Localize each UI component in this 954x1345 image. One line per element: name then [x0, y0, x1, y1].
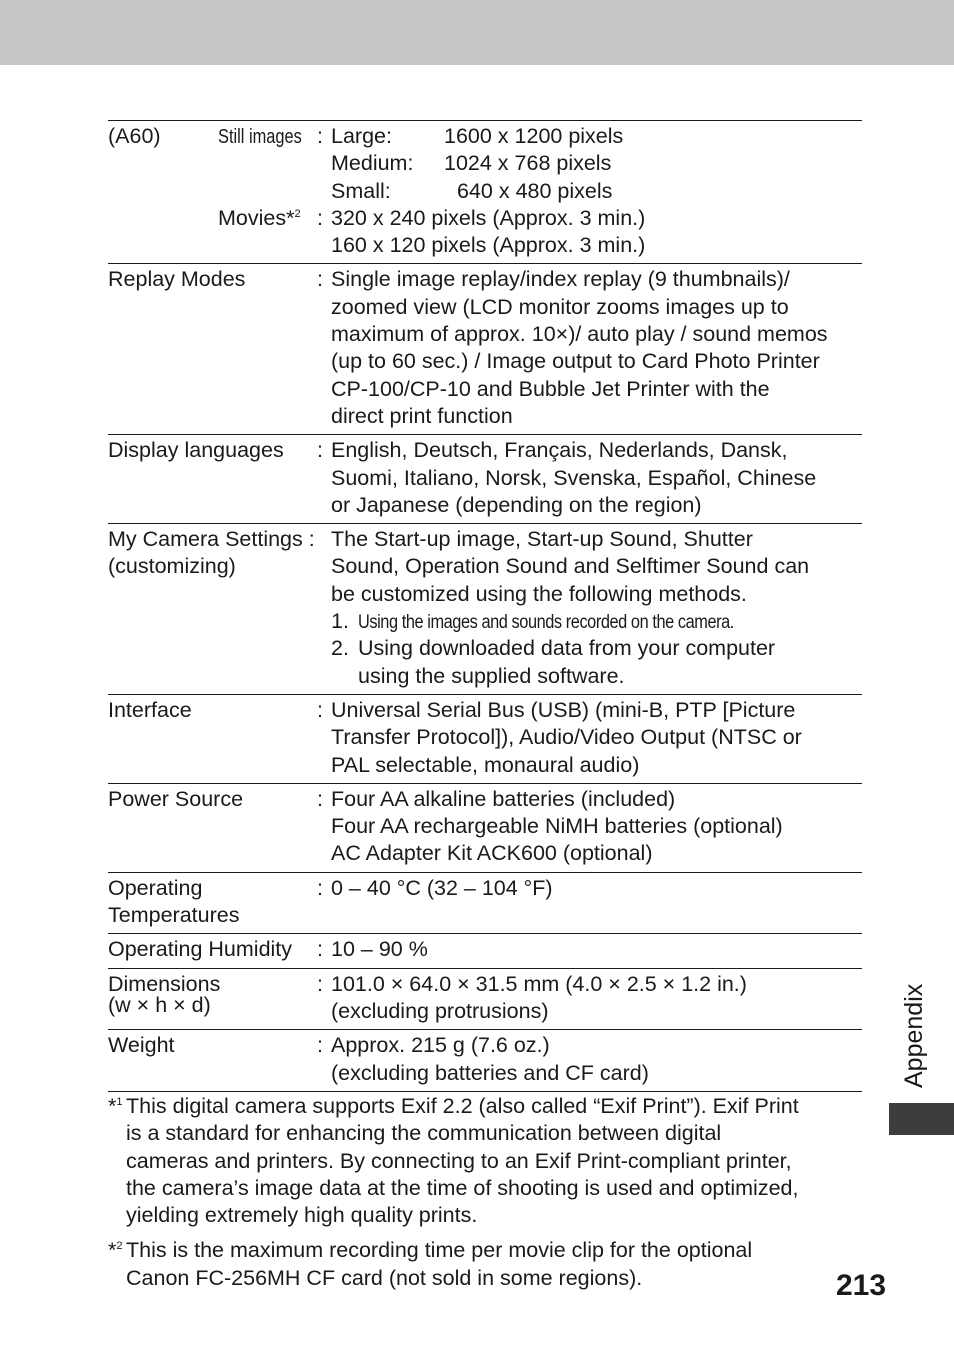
method-2-text: Using downloaded data from your computer — [358, 636, 776, 661]
colon: : — [317, 937, 323, 962]
spec-section-my-camera-settings — [108, 523, 862, 694]
colon: : — [317, 971, 323, 996]
spec-section-a60 — [108, 120, 862, 263]
large-label: Large: — [331, 124, 392, 148]
colon: : — [317, 267, 323, 292]
temperatures-label: Temperatures — [108, 903, 240, 928]
footnote-2 — [108, 1237, 868, 1292]
operating-label: Operating — [108, 875, 203, 900]
spec-section-operating-humidity — [108, 933, 862, 967]
footnote-2-line: This is the maximum recording time per movie clip for the optional — [126, 1238, 753, 1263]
operating-temperature-value: 0 – 40 °C (32 – 104 °F) — [331, 875, 553, 900]
method-2-text: using the supplied software. — [358, 663, 625, 688]
colon: : — [317, 697, 323, 722]
movies-value-1: 320 x 240 pixels (Approx. 3 min.) — [331, 205, 646, 230]
footnote-2-marker: *$^2$ — [108, 1238, 123, 1263]
replay-modes-label: Replay Modes — [108, 267, 246, 292]
footnotes — [108, 1093, 868, 1300]
movies-label: Movies*$^2$ — [218, 205, 301, 230]
colon: : — [317, 124, 323, 148]
a60-label: (A60) — [108, 124, 161, 148]
appendix-tab-marker — [889, 1103, 954, 1135]
spec-section-power-source — [108, 783, 862, 872]
spec-section-display-languages — [108, 434, 862, 523]
footnote-1 — [108, 1093, 868, 1229]
spec-section-dimensions — [108, 968, 862, 1030]
spec-table — [108, 120, 862, 1092]
power-line: AC Adapter Kit ACK600 (optional) — [331, 841, 653, 866]
operating-humidity-value: 10 – 90 % — [331, 937, 428, 962]
replay-line: (up to 60 sec.) / Image output to Card Photo Printer — [331, 349, 820, 374]
my-camera-line: be customized using the following methods. — [331, 581, 747, 606]
replay-line: direct print function — [331, 403, 513, 428]
small-value: 640 x 480 pixels — [457, 178, 613, 203]
footnote-1-line: is a standard for enhancing the communication between digital — [126, 1121, 722, 1146]
colon: : — [317, 205, 323, 230]
colon: : — [317, 438, 323, 463]
colon: : — [317, 875, 323, 900]
replay-line: CP-100/CP-10 and Bubble Jet Printer with the — [331, 376, 770, 401]
dimensions-line: 101.0 × 64.0 × 31.5 mm (4.0 × 2.5 × 1.2 in.) — [331, 971, 747, 996]
spec-section-weight — [108, 1029, 862, 1092]
medium-label: Medium: — [331, 151, 414, 176]
my-camera-line: Sound, Operation Sound and Selftimer Sound can — [331, 554, 810, 579]
replay-line: zoomed view (LCD monitor zooms images up to — [331, 294, 789, 319]
dimensions-line: (excluding protrusions) — [331, 998, 549, 1023]
my-camera-settings-label: My Camera Settings : — [108, 527, 315, 552]
my-camera-line: The Start-up image, Start-up Sound, Shutter — [331, 527, 753, 552]
method-2-number: 2. — [331, 636, 349, 661]
page-number: 213 — [836, 1269, 887, 1302]
footnote-1-marker: *$^1$ — [108, 1094, 123, 1118]
dimensions-label: Dimensions — [108, 971, 221, 996]
display-languages-label: Display languages — [108, 438, 284, 463]
colon: : — [317, 1033, 323, 1058]
colon: : — [317, 786, 323, 811]
still-images-label: Still images — [218, 126, 302, 148]
spec-section-interface — [108, 694, 862, 783]
replay-line: maximum of approx. 10×)/ auto play / sound memos — [331, 322, 828, 347]
interface-line: Transfer Protocol]), Audio/Video Output (NTSC or — [331, 725, 802, 750]
customizing-label: (customizing) — [108, 554, 236, 579]
footnote-1-line: This digital camera supports Exif 2.2 (also called “Exif Print”). Exif Print — [126, 1094, 799, 1118]
power-line: Four AA alkaline batteries (included) — [331, 786, 676, 811]
languages-line: English, Deutsch, Français, Nederlands, Dansk, — [331, 438, 788, 463]
replay-line: Single image replay/index replay (9 thumbnails)/ — [331, 267, 790, 292]
operating-humidity-label: Operating Humidity — [108, 937, 293, 962]
power-source-label: Power Source — [108, 786, 244, 811]
power-line: Four AA rechargeable NiMH batteries (optional) — [331, 814, 783, 839]
interface-line: Universal Serial Bus (USB) (mini-B, PTP [Picture — [331, 697, 796, 722]
method-1-number: 1. — [331, 609, 349, 634]
interface-label: Interface — [108, 697, 192, 722]
footnote-2-line: Canon FC-256MH CF card (not sold in some regions). — [126, 1265, 643, 1290]
weight-line: Approx. 215 g (7.6 oz.) — [331, 1033, 550, 1058]
footnote-1-line: the camera’s image data at the time of shooting is used and optimized, — [126, 1175, 799, 1200]
small-label: Small: — [331, 178, 391, 203]
large-value: 1600 x 1200 pixels — [444, 124, 624, 148]
weight-label: Weight — [108, 1033, 175, 1058]
method-1-text: Using the images and sounds recorded on the camera. — [358, 612, 734, 634]
header-band — [0, 0, 954, 65]
interface-line: PAL selectable, monaural audio) — [331, 752, 640, 777]
appendix-tab-label: Appendix — [900, 983, 928, 1088]
languages-line: or Japanese (depending on the region) — [331, 492, 702, 517]
footnote-1-line: yielding extremely high quality prints. — [126, 1203, 478, 1228]
weight-line: (excluding batteries and CF card) — [331, 1060, 649, 1085]
movies-value-2: 160 x 120 pixels (Approx. 3 min.) — [331, 233, 646, 258]
footnote-1-line: cameras and printers. By connecting to an Exif Print-compliant printer, — [126, 1148, 792, 1173]
languages-line: Suomi, Italiano, Norsk, Svenska, Español, Chinese — [331, 465, 817, 490]
spec-section-replay-modes — [108, 263, 862, 434]
dimensions-whd-label: (w × h × d) — [108, 992, 211, 1017]
medium-value: 1024 x 768 pixels — [444, 151, 612, 176]
spec-section-operating-temperatures — [108, 872, 862, 934]
